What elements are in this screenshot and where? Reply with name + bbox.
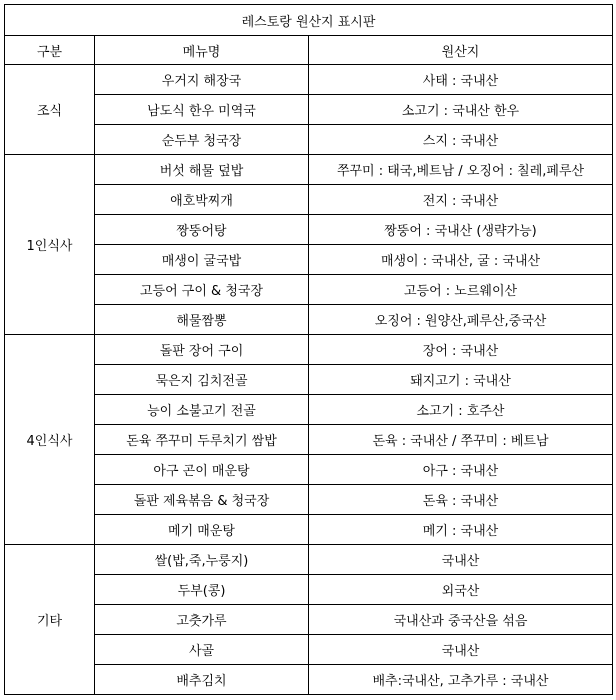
menu-cell: 남도식 한우 미역국 [95,95,309,125]
origin-cell: 배추:국내산, 고추가루 : 국내산 [309,665,613,695]
header-menu: 메뉴명 [95,36,309,65]
menu-cell: 짱뚱어탕 [95,215,309,245]
menu-cell: 해물짬뽕 [95,305,309,335]
origin-cell: 오징어 : 원양산,페루산,중국산 [309,305,613,335]
table-row [5,125,613,155]
menu-cell: 고등어 구이 & 청국장 [95,275,309,305]
header-origin: 원산지 [309,36,613,65]
menu-cell: 우거지 해장국 [95,65,309,95]
origin-cell: 메기 : 국내산 [309,515,613,545]
menu-cell: 묵은지 김치전골 [95,365,309,395]
table-row [5,605,613,635]
title-row [5,5,613,36]
origin-cell: 국내산 [309,635,613,665]
origin-cell: 사태 : 국내산 [309,65,613,95]
table-row [5,485,613,515]
origin-cell: 아구 : 국내산 [309,455,613,485]
category-cell: 기타 [5,545,95,695]
menu-cell: 버섯 해물 덮밥 [95,155,309,185]
menu-cell: 돈육 쭈꾸미 두루치기 쌈밥 [95,425,309,455]
origin-cell: 전지 : 국내산 [309,185,613,215]
table-row [5,665,613,695]
origin-cell: 돼지고기 : 국내산 [309,365,613,395]
table-row [5,545,613,575]
table-row [5,185,613,215]
table-row [5,305,613,335]
table-row [5,515,613,545]
origin-cell: 소고기 : 호주산 [309,395,613,425]
table-row [5,215,613,245]
table-row [5,425,613,455]
origin-cell: 고등어 : 노르웨이산 [309,275,613,305]
origin-cell: 쭈꾸미 : 태국,베트남 / 오징어 : 칠레,페루산 [309,155,613,185]
menu-cell: 쌀(밥,죽,누룽지) [95,545,309,575]
category-cell: 조식 [5,65,95,155]
menu-cell: 고춧가루 [95,605,309,635]
origin-cell: 장어 : 국내산 [309,335,613,365]
origin-cell: 스지 : 국내산 [309,125,613,155]
menu-cell: 돌판 제육볶음 & 청국장 [95,485,309,515]
category-cell: 4인식사 [5,335,95,545]
table-row [5,95,613,125]
origin-cell: 돈육 : 국내산 / 쭈꾸미 : 베트남 [309,425,613,455]
table-body [5,5,613,695]
table-row [5,155,613,185]
table-row [5,365,613,395]
table-row [5,455,613,485]
origin-cell: 매생이 : 국내산, 굴 : 국내산 [309,245,613,275]
origin-table [4,4,613,695]
origin-cell: 외국산 [309,575,613,605]
menu-cell: 배추김치 [95,665,309,695]
table-title: 레스토랑 원산지 표시판 [5,5,613,36]
table-row [5,275,613,305]
table-row [5,335,613,365]
origin-cell: 국내산 [309,545,613,575]
table-row [5,65,613,95]
menu-cell: 순두부 청국장 [95,125,309,155]
menu-cell: 능이 소불고기 전골 [95,395,309,425]
origin-cell: 국내산과 중국산을 섞음 [309,605,613,635]
origin-cell: 짱뚱어 : 국내산 (생략가능) [309,215,613,245]
origin-cell: 소고기 : 국내산 한우 [309,95,613,125]
category-cell: 1인식사 [5,155,95,335]
menu-cell: 메기 매운탕 [95,515,309,545]
header-row [5,36,613,65]
table-row [5,635,613,665]
table-row [5,245,613,275]
origin-cell: 돈육 : 국내산 [309,485,613,515]
menu-cell: 매생이 굴국밥 [95,245,309,275]
menu-cell: 돌판 장어 구이 [95,335,309,365]
table-row [5,575,613,605]
menu-cell: 사골 [95,635,309,665]
header-category: 구분 [5,36,95,65]
table-row [5,395,613,425]
menu-cell: 두부(콩) [95,575,309,605]
menu-cell: 아구 곤이 매운탕 [95,455,309,485]
menu-cell: 애호박찌개 [95,185,309,215]
